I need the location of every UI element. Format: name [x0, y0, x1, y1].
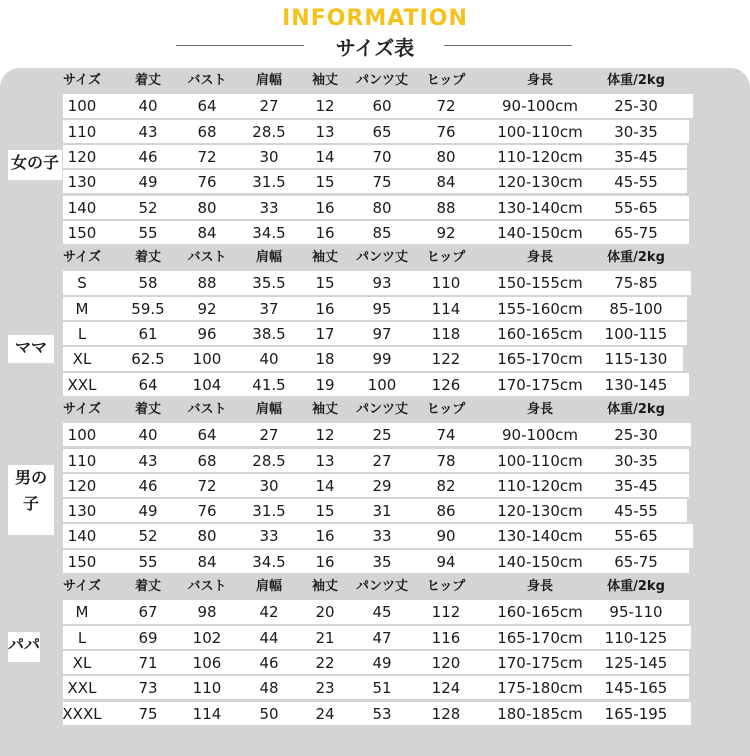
cell-pants-length: 35 — [372, 552, 392, 571]
cell-pants-length: 29 — [372, 476, 392, 495]
table-row — [63, 676, 689, 699]
cell-size: 100 — [67, 97, 97, 116]
cell-weight: 145-165 — [604, 679, 668, 698]
cell-pants-length: 70 — [372, 147, 392, 166]
table-row — [63, 651, 689, 674]
cell-sleeve: 24 — [315, 704, 335, 723]
cell-height: 165-170cm — [497, 350, 583, 369]
cell-weight: 65-75 — [614, 552, 658, 571]
cell-bust: 114 — [192, 704, 222, 723]
header-hip: ヒップ — [426, 579, 466, 594]
header-length: 着丈 — [134, 579, 161, 594]
cell-height: 100-110cm — [497, 451, 583, 470]
cell-sleeve: 14 — [315, 147, 335, 166]
header-length: 着丈 — [134, 401, 161, 417]
header-weight: 体重/2kg — [607, 73, 665, 88]
header-sleeve: 袖丈 — [311, 250, 338, 266]
cell-size: 120 — [67, 147, 97, 166]
cell-shoulder: 30 — [259, 147, 279, 166]
table-row — [63, 347, 683, 370]
header-weight: 体重/2kg — [607, 250, 665, 266]
cell-hip: 88 — [436, 198, 456, 217]
cell-size: M — [75, 299, 89, 318]
cell-sleeve: 15 — [315, 502, 335, 521]
cell-sleeve: 15 — [315, 274, 335, 293]
cell-height: 100-110cm — [497, 122, 583, 141]
cell-hip: 92 — [436, 223, 456, 242]
size-table — [0, 68, 750, 756]
header-sleeve: 袖丈 — [311, 401, 338, 417]
table-row — [63, 449, 689, 472]
cell-size: 110 — [67, 451, 97, 470]
cell-sleeve: 18 — [315, 350, 335, 369]
cell-size: XXXL — [62, 704, 102, 723]
cell-sleeve: 23 — [315, 679, 335, 698]
cell-hip: 128 — [431, 704, 461, 723]
cell-bust: 102 — [192, 628, 222, 647]
cell-height: 160-165cm — [497, 603, 583, 622]
cell-sleeve: 21 — [315, 628, 335, 647]
header-shoulder: 肩幅 — [255, 579, 282, 594]
cell-pants-length: 53 — [372, 704, 392, 723]
cell-length: 69 — [138, 628, 158, 647]
cell-bust: 84 — [197, 552, 217, 571]
header-pants-length: パンツ丈 — [355, 73, 408, 88]
cell-hip: 116 — [431, 628, 461, 647]
cell-length: 62.5 — [131, 350, 165, 369]
group-label: パパ — [8, 632, 40, 662]
cell-pants-length: 95 — [372, 299, 392, 318]
cell-height: 110-120cm — [497, 147, 583, 166]
cell-height: 90-100cm — [502, 426, 578, 445]
cell-height: 160-165cm — [497, 325, 583, 343]
header-length: 着丈 — [134, 73, 161, 88]
cell-hip: 84 — [436, 173, 456, 192]
cell-height: 110-120cm — [497, 476, 583, 495]
cell-size: M — [75, 603, 89, 622]
cell-shoulder: 31.5 — [252, 173, 286, 192]
cell-height: 155-160cm — [497, 299, 583, 318]
cell-sleeve: 16 — [315, 552, 335, 571]
cell-pants-length: 51 — [372, 679, 392, 698]
cell-weight: 55-65 — [614, 527, 658, 546]
column-header-row — [0, 397, 750, 422]
cell-hip: 82 — [436, 476, 456, 495]
cell-shoulder: 28.5 — [252, 451, 286, 470]
group-label: ママ — [8, 335, 54, 363]
cell-pants-length: 93 — [372, 274, 392, 293]
title-english: INFORMATION — [282, 6, 468, 31]
cell-sleeve: 13 — [315, 451, 335, 470]
header-hip: ヒップ — [426, 401, 466, 417]
cell-shoulder: 46 — [259, 653, 279, 672]
cell-bust: 110 — [192, 679, 222, 698]
cell-pants-length: 31 — [372, 502, 392, 521]
cell-hip: 86 — [436, 502, 456, 521]
cell-pants-length: 47 — [372, 628, 392, 647]
cell-length: 52 — [138, 527, 158, 546]
cell-length: 49 — [138, 502, 158, 521]
cell-bust: 88 — [197, 274, 217, 293]
header-height: 身長 — [526, 250, 553, 266]
cell-height: 130-140cm — [497, 198, 583, 217]
cell-hip: 90 — [436, 527, 456, 546]
cell-pants-length: 60 — [372, 97, 392, 116]
cell-sleeve: 15 — [315, 173, 335, 192]
header-pants-length: パンツ丈 — [355, 250, 408, 266]
cell-hip: 126 — [431, 375, 461, 394]
cell-bust: 72 — [197, 147, 217, 166]
cell-height: 90-100cm — [502, 97, 578, 116]
cell-height: 180-185cm — [497, 704, 583, 723]
cell-shoulder: 28.5 — [252, 122, 286, 141]
header-shoulder: 肩幅 — [255, 73, 282, 88]
column-header-row — [0, 574, 750, 599]
header-weight: 体重/2kg — [607, 401, 665, 417]
cell-size: XL — [72, 653, 92, 672]
cell-sleeve: 14 — [315, 476, 335, 495]
table-row — [63, 271, 691, 294]
cell-length: 49 — [138, 173, 158, 192]
cell-weight: 110-125 — [604, 628, 668, 647]
cell-weight: 35-45 — [614, 147, 658, 166]
cell-pants-length: 27 — [372, 451, 392, 470]
header-bust: バスト — [187, 250, 227, 266]
table-row — [63, 221, 689, 244]
cell-weight: 95-110 — [609, 603, 663, 622]
cell-weight: 115-130 — [604, 350, 668, 369]
cell-hip: 72 — [436, 97, 456, 116]
cell-shoulder: 41.5 — [252, 375, 286, 394]
cell-bust: 76 — [197, 502, 217, 521]
cell-bust: 72 — [197, 476, 217, 495]
cell-height: 165-170cm — [497, 628, 583, 647]
cell-size: XXL — [67, 679, 97, 698]
cell-height: 120-130cm — [497, 173, 583, 192]
cell-height: 130-140cm — [497, 527, 583, 546]
header-pants-length: パンツ丈 — [355, 579, 408, 594]
cell-hip: 124 — [431, 679, 461, 698]
cell-weight: 125-145 — [604, 653, 668, 672]
cell-length: 43 — [138, 122, 158, 141]
header-size: サイズ — [63, 401, 101, 417]
cell-bust: 100 — [192, 350, 222, 369]
cell-weight: 65-75 — [614, 223, 658, 242]
cell-weight: 35-45 — [614, 476, 658, 495]
cell-pants-length: 49 — [372, 653, 392, 672]
cell-bust: 104 — [192, 375, 222, 394]
cell-bust: 80 — [197, 527, 217, 546]
cell-shoulder: 34.5 — [252, 552, 286, 571]
group-label: 女の子 — [8, 150, 62, 180]
cell-height: 170-175cm — [497, 375, 583, 394]
cell-weight: 45-55 — [614, 502, 658, 521]
cell-sleeve: 16 — [315, 527, 335, 546]
cell-bust: 68 — [197, 451, 217, 470]
cell-weight: 165-195 — [604, 704, 668, 723]
cell-size: XXL — [67, 375, 97, 394]
table-row — [63, 626, 691, 649]
table-row — [63, 145, 687, 168]
cell-length: 73 — [138, 679, 158, 698]
cell-size: XL — [72, 350, 92, 369]
header-size: サイズ — [63, 250, 101, 266]
cell-pants-length: 33 — [372, 527, 392, 546]
cell-size: 130 — [67, 502, 97, 521]
cell-length: 61 — [138, 325, 158, 343]
cell-length: 55 — [138, 223, 158, 242]
table-row — [63, 170, 687, 193]
cell-weight: 45-55 — [614, 173, 658, 192]
header-bust: バスト — [187, 579, 227, 594]
cell-height: 120-130cm — [497, 502, 583, 521]
cell-bust: 80 — [197, 198, 217, 217]
header-height: 身長 — [526, 401, 553, 417]
cell-size: 100 — [67, 426, 97, 445]
cell-hip: 118 — [431, 325, 461, 343]
cell-bust: 84 — [197, 223, 217, 242]
cell-shoulder: 44 — [259, 628, 279, 647]
header-pants-length: パンツ丈 — [355, 401, 408, 417]
cell-shoulder: 40 — [259, 350, 279, 369]
cell-shoulder: 42 — [259, 603, 279, 622]
cell-bust: 92 — [197, 299, 217, 318]
title-japanese: サイズ表 — [335, 36, 415, 60]
cell-length: 43 — [138, 451, 158, 470]
table-row — [63, 373, 689, 396]
column-header-row — [0, 68, 750, 93]
cell-pants-length: 97 — [372, 325, 392, 343]
cell-shoulder: 33 — [259, 198, 279, 217]
header-bust: バスト — [187, 73, 227, 88]
cell-hip: 74 — [436, 426, 456, 445]
cell-length: 40 — [138, 426, 158, 445]
cell-sleeve: 12 — [315, 97, 335, 116]
cell-weight: 25-30 — [614, 426, 658, 445]
cell-size: 110 — [67, 122, 97, 141]
cell-length: 71 — [138, 653, 158, 672]
cell-length: 58 — [138, 274, 158, 293]
header-height: 身長 — [526, 73, 553, 88]
cell-pants-length: 75 — [372, 173, 392, 192]
cell-pants-length: 25 — [372, 426, 392, 445]
cell-bust: 106 — [192, 653, 222, 672]
cell-height: 170-175cm — [497, 653, 583, 672]
cell-size: 140 — [67, 198, 97, 217]
table-row — [63, 600, 689, 623]
cell-shoulder: 34.5 — [252, 223, 286, 242]
header-sleeve: 袖丈 — [311, 579, 338, 594]
cell-height: 140-150cm — [497, 223, 583, 242]
table-row — [63, 423, 691, 446]
cell-size: 150 — [67, 552, 97, 571]
column-header-row — [0, 245, 750, 270]
cell-height: 140-150cm — [497, 552, 583, 571]
title-divider-right — [444, 45, 572, 46]
cell-sleeve: 16 — [315, 223, 335, 242]
cell-shoulder: 50 — [259, 704, 279, 723]
cell-sleeve: 16 — [315, 198, 335, 217]
table-row — [63, 499, 687, 522]
cell-length: 55 — [138, 552, 158, 571]
table-row — [63, 474, 689, 497]
cell-bust: 96 — [197, 325, 217, 343]
cell-pants-length: 65 — [372, 122, 392, 141]
cell-sleeve: 13 — [315, 122, 335, 141]
cell-length: 46 — [138, 147, 158, 166]
header-size: サイズ — [63, 73, 101, 88]
header-sleeve: 袖丈 — [311, 73, 338, 88]
cell-shoulder: 37 — [259, 299, 279, 318]
cell-shoulder: 27 — [259, 426, 279, 445]
cell-bust: 76 — [197, 173, 217, 192]
cell-bust: 68 — [197, 122, 217, 141]
cell-hip: 120 — [431, 653, 461, 672]
table-row — [63, 94, 693, 117]
cell-weight: 30-35 — [614, 451, 658, 470]
header-bust: バスト — [187, 401, 227, 417]
cell-pants-length: 100 — [367, 375, 397, 394]
header-length: 着丈 — [134, 250, 161, 266]
cell-shoulder: 31.5 — [252, 502, 286, 521]
header-shoulder: 肩幅 — [255, 250, 282, 266]
table-row — [63, 702, 691, 725]
cell-pants-length: 85 — [372, 223, 392, 242]
table-row — [63, 550, 689, 573]
group-label: 男の子 — [8, 465, 54, 535]
cell-hip: 122 — [431, 350, 461, 369]
cell-bust: 64 — [197, 97, 217, 116]
cell-weight: 25-30 — [614, 97, 658, 116]
cell-weight: 30-35 — [614, 122, 658, 141]
cell-size: 140 — [67, 527, 97, 546]
cell-pants-length: 80 — [372, 198, 392, 217]
header-height: 身長 — [526, 579, 553, 594]
cell-pants-length: 45 — [372, 603, 392, 622]
header-size: サイズ — [63, 579, 101, 594]
cell-shoulder: 35.5 — [252, 274, 286, 293]
cell-size: 150 — [67, 223, 97, 242]
cell-length: 67 — [138, 603, 158, 622]
table-row — [63, 120, 689, 143]
cell-hip: 114 — [431, 299, 461, 318]
cell-weight: 55-65 — [614, 198, 658, 217]
cell-length: 75 — [138, 704, 158, 723]
cell-sleeve: 16 — [315, 299, 335, 318]
cell-size: L — [77, 628, 87, 647]
cell-length: 40 — [138, 97, 158, 116]
cell-hip: 78 — [436, 451, 456, 470]
cell-weight: 130-145 — [604, 375, 668, 394]
cell-height: 175-180cm — [497, 679, 583, 698]
cell-sleeve: 17 — [315, 325, 335, 343]
cell-length: 59.5 — [131, 299, 165, 318]
header-hip: ヒップ — [426, 73, 466, 88]
cell-weight: 75-85 — [614, 274, 658, 293]
header-hip: ヒップ — [426, 250, 466, 266]
cell-length: 46 — [138, 476, 158, 495]
cell-hip: 80 — [436, 147, 456, 166]
cell-size: L — [77, 325, 87, 343]
cell-weight: 85-100 — [609, 299, 663, 318]
cell-length: 52 — [138, 198, 158, 217]
cell-shoulder: 30 — [259, 476, 279, 495]
header-shoulder: 肩幅 — [255, 401, 282, 417]
cell-pants-length: 99 — [372, 350, 392, 369]
cell-sleeve: 19 — [315, 375, 335, 394]
cell-hip: 112 — [431, 603, 461, 622]
cell-bust: 64 — [197, 426, 217, 445]
cell-sleeve: 12 — [315, 426, 335, 445]
cell-hip: 110 — [431, 274, 461, 293]
cell-shoulder: 27 — [259, 97, 279, 116]
cell-size: S — [77, 274, 87, 293]
table-row — [63, 524, 693, 547]
cell-shoulder: 33 — [259, 527, 279, 546]
cell-sleeve: 22 — [315, 653, 335, 672]
header-weight: 体重/2kg — [607, 579, 665, 594]
cell-bust: 98 — [197, 603, 217, 622]
cell-height: 150-155cm — [497, 274, 583, 293]
cell-hip: 94 — [436, 552, 456, 571]
cell-size: 120 — [67, 476, 97, 495]
table-row — [63, 297, 687, 320]
cell-shoulder: 48 — [259, 679, 279, 698]
table-row — [63, 322, 687, 345]
cell-hip: 76 — [436, 122, 456, 141]
cell-weight: 100-115 — [604, 325, 668, 343]
cell-size: 130 — [67, 173, 97, 192]
cell-length: 64 — [138, 375, 158, 394]
cell-sleeve: 20 — [315, 603, 335, 622]
table-row — [63, 196, 689, 219]
cell-shoulder: 38.5 — [252, 325, 286, 343]
